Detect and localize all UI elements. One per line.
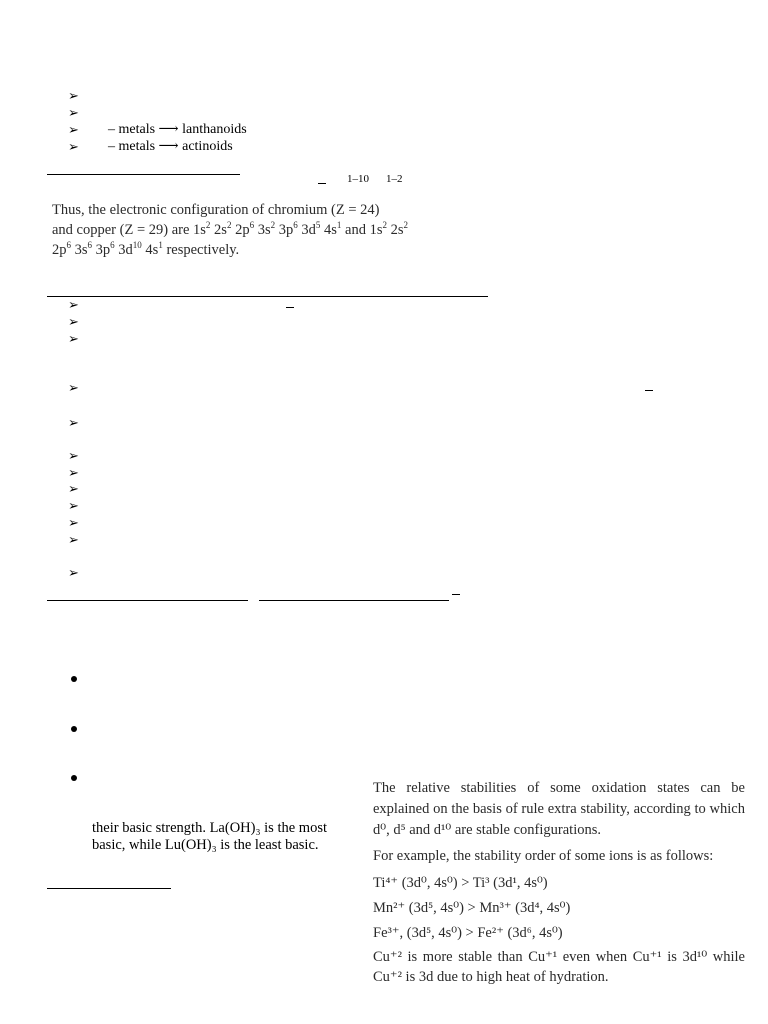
arrow-bullet-icon: ➢ xyxy=(68,315,79,330)
arrow-bullet-icon: ➢ xyxy=(68,332,79,347)
divider-rule xyxy=(47,888,171,889)
arrow-bullet-icon: ➢ xyxy=(68,106,79,121)
arrow-bullet-icon: ➢ xyxy=(68,449,79,464)
round-bullet-icon xyxy=(71,775,77,781)
configuration-paragraph xyxy=(52,200,432,260)
arrow-bullet-icon: ➢ xyxy=(68,516,79,531)
stability-example-paragraph: For example, the stability order of some ions is as follows: xyxy=(373,848,714,864)
divider-rule xyxy=(259,600,449,601)
arrow-bullet-icon: ➢ xyxy=(68,381,79,396)
basic-strength-line-2: basic, while Lu(OH)₃ is the least basic. xyxy=(92,837,319,853)
config-line-2: and copper (Z = 29) are $1s^2$ $2s^2$ $2p^6$ $3s^2$ $3p^6$ $3d^5$ $4s^1$ and $1s^2$ $2s^2$ xyxy=(52,220,409,238)
arrow-bullet-icon: ➢ xyxy=(68,466,79,481)
divider-rule xyxy=(47,296,488,297)
dash-mark xyxy=(645,390,653,391)
dash-mark xyxy=(452,594,460,595)
divider-rule xyxy=(47,600,248,601)
range-label-first: 1–10 xyxy=(347,173,369,185)
arrow-bullet-icon: ➢ xyxy=(68,482,79,497)
arrow-bullet-icon: ➢ xyxy=(68,298,79,313)
round-bullet-icon xyxy=(71,726,77,732)
stability-intro-paragraph: The relative stabilities of some oxidation states can be explained on the basis of rule extra stability, according to which d⁰, d⁵ and d¹⁰ are stable configurations. xyxy=(373,780,745,838)
list-item-lanthanoids: – metals ⟶ lanthanoids xyxy=(108,122,247,137)
config-line-1: Thus, the electronic configuration of chromium (Z = 24) xyxy=(52,202,380,218)
arrow-bullet-icon: ➢ xyxy=(68,533,79,548)
cu-stability-paragraph: Cu⁺² is more stable than Cu⁺¹ even when Cu⁺¹ is 3d¹⁰ while Cu⁺² is 3d due to high heat of hydration. xyxy=(373,949,745,985)
dash-mark xyxy=(286,307,294,308)
config-line-3: $2p^6$ $3s^6$ $3p^6$ $3d^{10}$ $4s^1$ respectively. xyxy=(52,240,240,258)
arrow-bullet-icon: ➢ xyxy=(68,123,79,138)
basic-strength-line-1: their basic strength. La(OH)₃ is the most xyxy=(92,820,327,836)
dash-mark xyxy=(318,183,326,184)
arrow-bullet-icon: ➢ xyxy=(68,89,79,104)
ti-stability-line: Ti⁴⁺ (3d⁰, 4s⁰) > Ti³ (3d¹, 4s⁰) xyxy=(373,875,548,891)
list-item-actinoids: – metals ⟶ actinoids xyxy=(108,139,233,154)
arrow-bullet-icon: ➢ xyxy=(68,566,79,581)
arrow-bullet-icon: ➢ xyxy=(68,416,79,431)
mn-stability-line: Mn²⁺ (3d⁵, 4s⁰) > Mn³⁺ (3d⁴, 4s⁰) xyxy=(373,900,571,916)
range-label-second: 1–2 xyxy=(386,173,403,185)
arrow-bullet-icon: ➢ xyxy=(68,140,79,155)
stability-block xyxy=(373,778,745,987)
round-bullet-icon xyxy=(71,676,77,682)
fe-stability-line: Fe³⁺, (3d⁵, 4s⁰) > Fe²⁺ (3d⁶, 4s⁰) xyxy=(373,925,563,941)
divider-rule xyxy=(47,174,240,175)
basic-strength-text xyxy=(92,820,362,854)
arrow-bullet-icon: ➢ xyxy=(68,499,79,514)
